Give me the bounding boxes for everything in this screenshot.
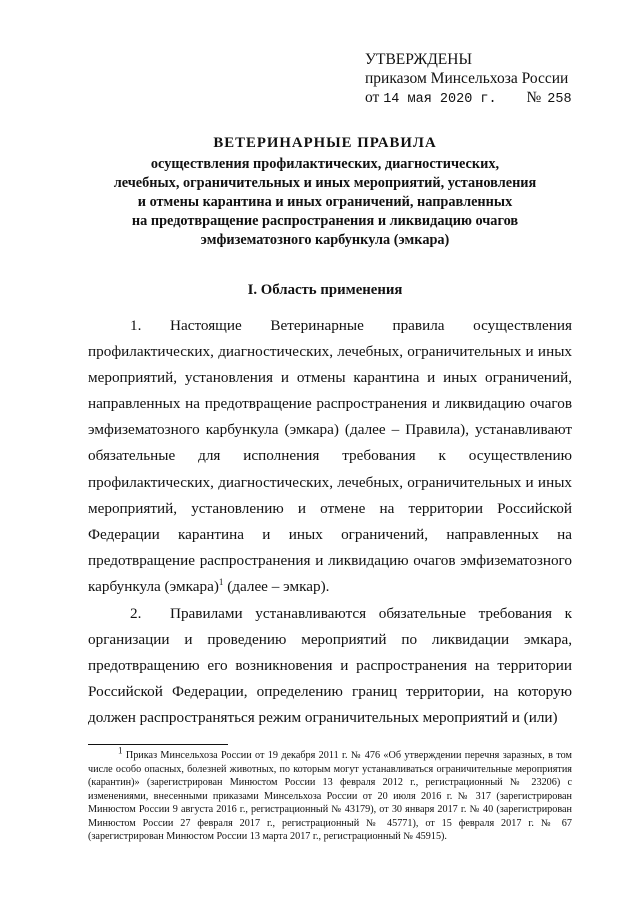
title-line: на предотвращение распространения и ликвидацию очагов <box>131 213 519 229</box>
body-text <box>88 313 572 732</box>
approval-stamp <box>365 50 605 109</box>
approval-date: 14 мая 2020 г. <box>383 92 497 107</box>
footnote-mark: 1 <box>118 745 123 756</box>
paragraph-1 <box>88 313 572 600</box>
paragraph-2 <box>88 601 572 731</box>
footnote-text <box>88 745 572 844</box>
approval-number-group <box>527 89 572 106</box>
paragraph-text: Правилами устанавливаются обязательные требования к организации и проведению мероприятий по ликвидации эмкара, предотвращению его возникновения и распространения на территории Российской Федерации, определению границ территории, на которую должен распространяться режим ограничительных мероприятий и (или) <box>88 605 572 727</box>
approval-date-line <box>365 88 605 109</box>
title-line: лечебных, ограничительных и иных мероприятий, установления <box>113 175 537 191</box>
document-title <box>60 134 590 250</box>
footnote <box>88 745 572 844</box>
title-line: и отмены карантина и иных ограничений, направленных <box>137 194 513 210</box>
title-line: осуществления профилактических, диагностических, <box>150 156 500 172</box>
footnote-body: Приказ Минсельхоза России от 19 декабря 2011 г. № 476 «Об утверждении перечня заразных, в том числе особо опасных, болезней животных, по которым могут устанавливаться ограничительные мероприятия (карантин)» (зарегистрирован Минюстом России 13 февраля 2012 г., регистрационный № 23206) с изменениями, внесенными приказами Минсельхоза России от 20 июля 2016 г. № 317 (зарегистрирован Минюстом России 9 августа 2016 г., регистрационный № 43179), от 30 января 2017 г. № 40 (зарегистрирован Минюстом России 27 февраля 2017 г., регистрационный № 45771), от 15 февраля 2017 г. № 67 (зарегистрирован Минюстом России 13 марта 2017 г., регистрационный № 45915). <box>88 750 572 842</box>
paragraph-number: 2. <box>130 605 142 623</box>
approval-order-line: приказом Минсельхоза России <box>365 70 569 87</box>
footnote-reference[interactable]: 1 <box>218 576 224 587</box>
paragraph-number: 1. <box>130 317 142 334</box>
document-main-title: ВЕТЕРИНАРНЫЕ ПРАВИЛА <box>213 135 437 151</box>
section-heading: I. Область применения <box>247 282 403 298</box>
approval-number-label: № <box>526 89 542 106</box>
approval-from-label: от <box>365 89 380 106</box>
approval-number: 258 <box>547 92 572 107</box>
footnote-separator <box>88 744 228 745</box>
title-line: эмфизематозного карбункула (эмкара) <box>200 232 450 248</box>
approval-title: УТВЕРЖДЕНЫ <box>365 51 472 68</box>
paragraph-text: Настоящие Ветеринарные правила осуществления профилактических, диагностических, лечебных, ограничительных и иных мероприятий, установления и отмены карантина и иных ограничений, направленных на предотвращение распространения и ликвидацию очагов эмфизематозного карбункула (эмкара) (далее – Правила), устанавливают обязательные для исполнения требования к осуществлению профилактических, диагностических, лечебных, ограничительных и иных мероприятий, установлению и отмене на территории Российской Федерации карантина и иных ограничений, направленных на предотвращение распространения и ликвидацию очагов эмфизематозного карбункула (эмкара) <box>88 317 572 595</box>
paragraph-text-continued: (далее – эмкар). <box>223 577 330 595</box>
